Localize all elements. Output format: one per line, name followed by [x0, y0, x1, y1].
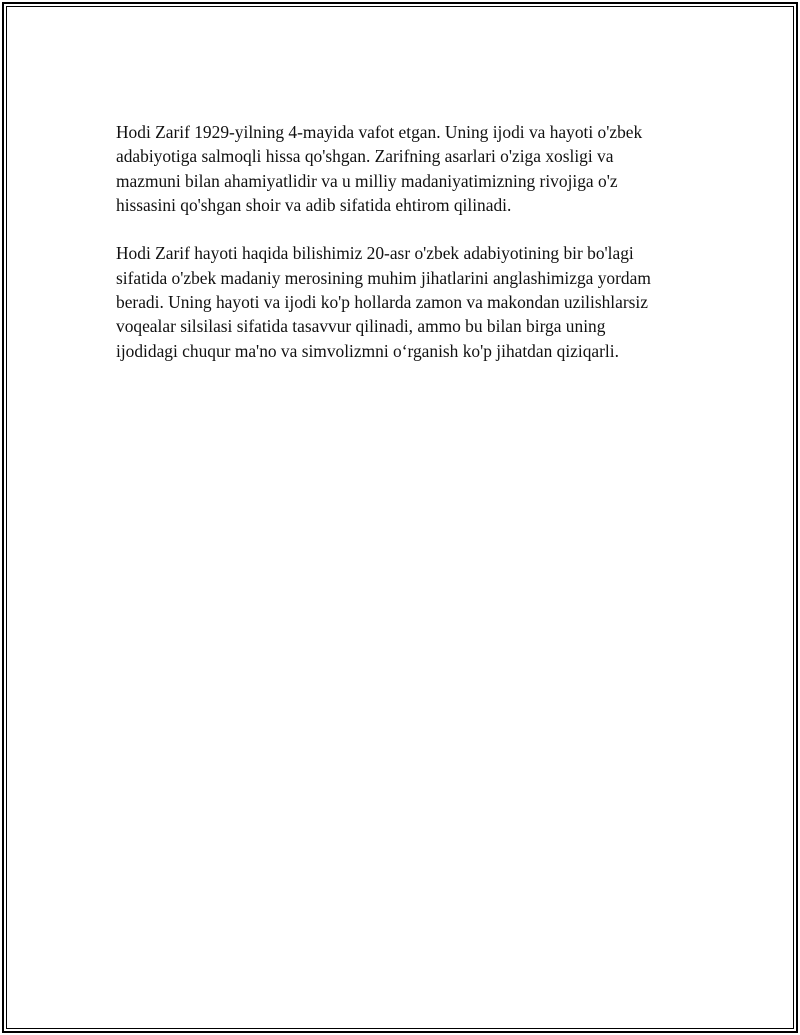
paragraph-2: Hodi Zarif hayoti haqida bilishimiz 20-asr o'zbek adabiyotining bir bo'lagi sifatida o'zbek madaniy merosining muhim jihatlarini anglashimizga yordam beradi. Uning hayoti va ijodi ko'p hollarda zamon va makondan uzilishlarsiz voqealar silsilasi sifatida tasavvur qilinadi, ammo bu bilan birga uning ijodidagi chuqur ma'no va simvolizmni o‘rganish ko'p jihatdan qiziqarli. [116, 243, 651, 361]
document-body [116, 120, 696, 387]
document-page [2, 2, 798, 1033]
paragraph-1: Hodi Zarif 1929-yilning 4-mayida vafot etgan. Uning ijodi va hayoti o'zbek adabiyotiga salmoqli hissa qo'shgan. Zarifning asarlari o'ziga xosligi va mazmuni bilan ahamiyatlidir va u milliy madaniyatimizning rivojiga o'z hissasini qo'shgan shoir va adib sifatida ehtirom qilinadi. [116, 122, 643, 215]
